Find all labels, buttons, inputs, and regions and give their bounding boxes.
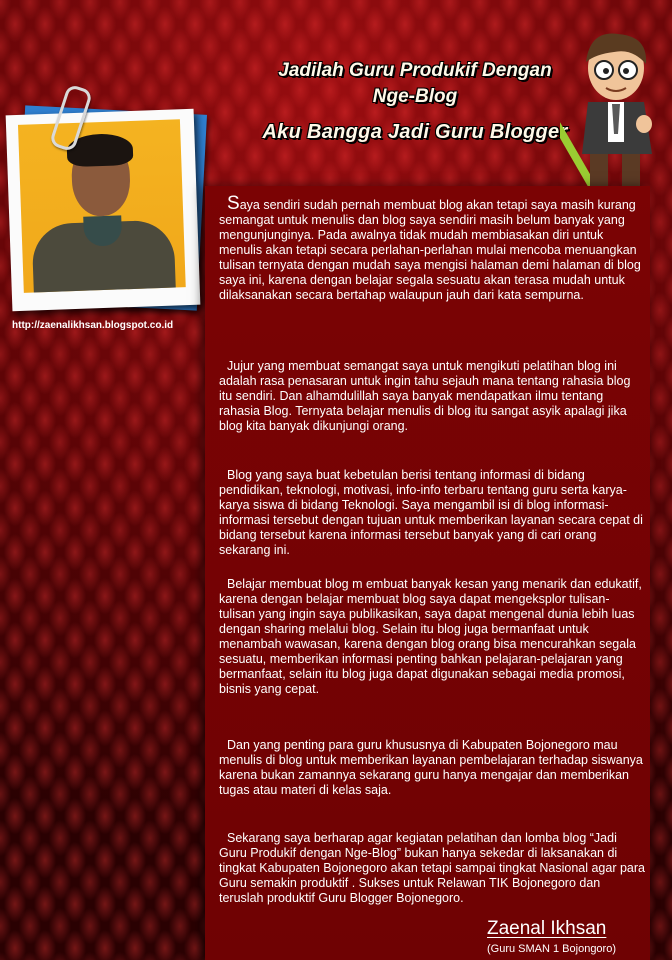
headline-subtitle: Aku Bangga Jadi Guru Blogger	[262, 121, 568, 143]
drop-cap: S	[227, 193, 240, 214]
article-panel	[205, 186, 650, 960]
article-paragraph-4: Belajar membuat blog m embuat banyak kesan yang menarik dan edukatif, karena dengan belajar membuat blog saya dapat mengeksplor tulisan-tulisan yang ingin saya publikasikan, saya dapat mengenal dunia lebih luas dengan sharing melalui blog. Selain itu blog juga bermanfaat untuk menambah wawasan, karena dengan blog orang bisa mencurahkan segala sesuatu, memberikan informasi penting bahkan pelajaran-pelajaran yang bermanfaat, selain itu blog juga dapat digunakan sebagai media promosi, bisnis yang cepat.	[219, 577, 642, 696]
article-paragraph-3: Blog yang saya buat kebetulan berisi tentang informasi di bidang pendidikan, teknologi, motivasi, info-info terbaru tentang guru serta karya-karya siswa di bidang Teknologi. Saya mengambil isi di blog informasi-informasi tersebut dengan tujuan untuk memberikan layanan secara cepat di bidang tersebut karena informasi tersebut banyak yang di cari orang sekarang ini.	[219, 468, 643, 557]
article-paragraph-5: Dan yang penting para guru khususnya di Kabupaten Bojonegoro mau menulis di blog untuk memberikan layanan pembelajaran terhadap siswanya karena bukan zamannya sekarang guru hanya mengajar dan memberikan tugas atau materi di kelas saja.	[219, 738, 643, 797]
blog-url-caption: http://zaenalikhsan.blogspot.co.id	[12, 320, 174, 331]
paragraph-1-text: aya sendiri sudah pernah membuat blog akan tetapi saya masih kurang semangat untuk menulis dan blog saya sendiri masih belum banyak yang mengunjunginya. Pada awalnya tidak mudah membiasakan diri untuk menulis akan tetapi secara perlahan-perlahan mulai mencoba menuangkan tulisan ternyata dengan mudah saya mengisi halaman demi halaman di blog saya ini, karena dengan belajar segala sesuatu akan terasa mudah untuk dilaksanakan secara bertahap walaupun jauh dari kata sempurna.	[219, 198, 641, 302]
signature-name: Zaenal Ikhsan	[487, 918, 607, 939]
cartoon-teacher-illustration	[560, 24, 672, 194]
headline-line-1: Jadilah Guru Produkif Dengan	[278, 60, 552, 81]
headline-line-2: Nge-Blog	[372, 86, 458, 107]
article-paragraph-2: Jujur yang membuat semangat saya untuk mengikuti pelatihan blog ini adalah rasa penasaran untuk ingin tahu sejauh mana tentang rahasia blog itu sendiri. Dan alhamdulillah saya banyak mendapatkan ilmu tentang rahasia Blog. Ternyata belajar menulis di blog itu sangat asyik apalagi jika blog kita banyak dikunjungi orang.	[219, 359, 631, 433]
portrait-photo-frame	[6, 109, 201, 311]
signature-role: (Guru SMAN 1 Bojongoro)	[487, 943, 616, 955]
article-paragraph-1	[219, 193, 645, 303]
article-paragraph-6: Sekarang saya berharap agar kegiatan pelatihan dan lomba blog “Jadi Guru Produkif dengan Nge-Blog” bukan hanya sekedar di laksanakan di tingkat Kabupaten Bojonegoro akan tetapi sampai tingkat Nasional agar para Guru semakin produktif . Sukses untuk Relawan TIK Bojonegoro dan teruslah produktif Guru Blogger Bojonegoro.	[219, 831, 645, 905]
portrait-photo	[18, 119, 186, 293]
